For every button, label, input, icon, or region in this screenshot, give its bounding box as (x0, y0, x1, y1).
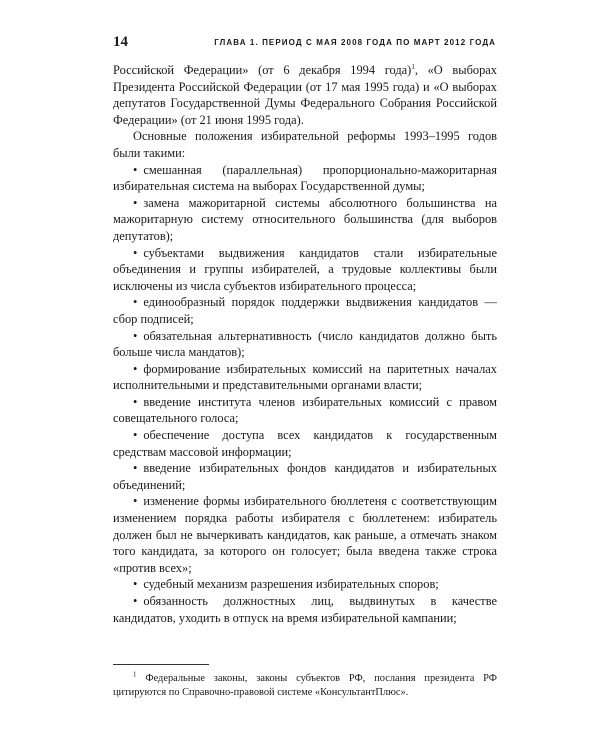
list-item: • смешанная (параллельная) пропорционально-мажоритарная избирательная система на выборах Государственной думы; (113, 162, 497, 195)
reform-provisions-list (113, 162, 497, 627)
list-item: • замена мажоритарной системы абсолютного большинства на мажоритарную систему относительного большинства (для выборов депутатов); (113, 195, 497, 245)
page-number: 14 (113, 34, 128, 50)
body-text (113, 62, 497, 626)
paragraph: Основные положения избирательной реформы 1993–1995 годов были такими: (113, 129, 497, 160)
list-item: • обеспечение доступа всех кандидатов к государственным средствам массовой информации; (113, 427, 497, 460)
list-item: • субъектами выдвижения кандидатов стали избирательные объединения и группы избирателей, а трудовые коллективы были исключены из числа субъектов избирательного процесса; (113, 245, 497, 295)
paragraph-text: Российской Федерации» (от 6 декабря 1994 года) (113, 63, 412, 77)
list-item: • введение избирательных фондов кандидатов и избирательных объединений; (113, 460, 497, 493)
list-item: • обязанность должностных лиц, выдвинутых в качестве кандидатов, уходить в отпуск на время избирательной кампании; (113, 593, 497, 626)
footnote-marker: 1 (133, 670, 137, 679)
list-item: • формирование избирательных комиссий на паритетных началах исполнительными и представительными органами власти; (113, 361, 497, 394)
list-item: • изменение формы избирательного бюллетеня с соответствующим изменением порядка работы избирателя с бюллетенем: избиратель должен был не вычеркивать кандидатов, как раньше, а отмечать знаком того кандидата, за которого он голосует; была введена также строка «против всех»; (113, 493, 497, 576)
footnote (113, 672, 497, 700)
list-item: • судебный механизм разрешения избирательных споров; (113, 576, 497, 593)
list-item: • единообразный порядок поддержки выдвижения кандидатов — сбор подписей; (113, 294, 497, 327)
footnote-text: Федеральные законы, законы субъектов РФ, послания президента РФ цитируются по Справочно-правовой системе «КонсультантПлюс». (113, 673, 497, 698)
running-header: ГЛАВА 1. ПЕРИОД С МАЯ 2008 ГОДА ПО МАРТ 2012 ГОДА (214, 38, 496, 47)
footnote-reference: 1 (411, 62, 415, 71)
footnote-divider (113, 664, 209, 665)
list-item: • обязательная альтернативность (число кандидатов должно быть больше числа мандатов); (113, 328, 497, 361)
paragraph-text: , «О выборах Президента Российской Федерации (от 17 мая 1995 года) и «О выборах депутатов Государственной Думы Федерального Собрания Российской Федерации» (от 21 июня 1995 года). (113, 63, 497, 127)
list-item: • введение института членов избирательных комиссий с правом совещательного голоса; (113, 394, 497, 427)
paragraph (113, 62, 497, 128)
